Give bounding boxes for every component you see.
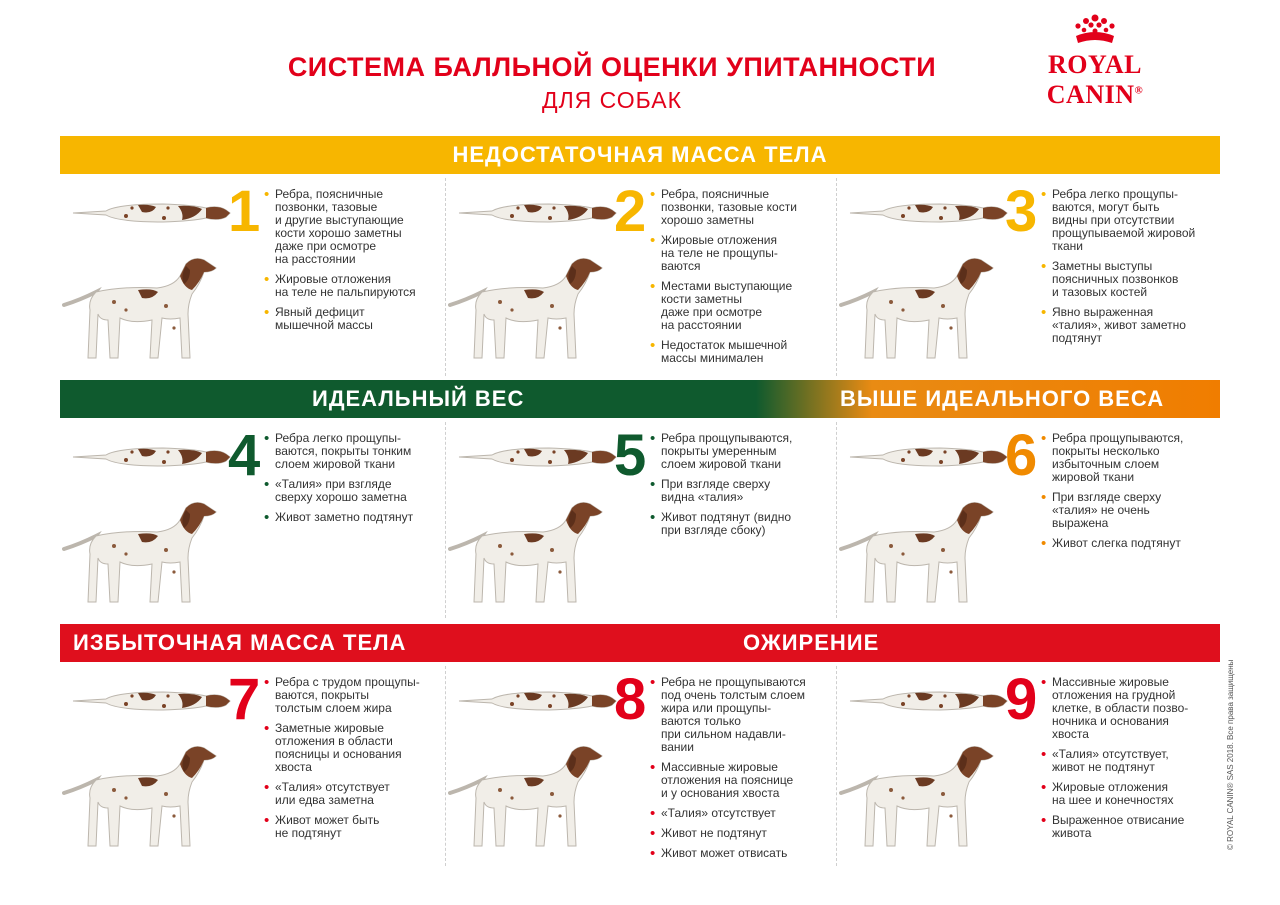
score-bullets — [1040, 676, 1220, 847]
score-bullets — [649, 676, 829, 867]
bullet: • «Талия» при взгляде сверху хорошо заметна — [263, 478, 443, 504]
score-card-1 — [60, 178, 445, 376]
page-subtitle: ДЛЯ СОБАК — [542, 87, 682, 113]
page-title: СИСТЕМА БАЛЛЬНОЙ ОЦЕНКИ УПИТАННОСТИ — [287, 52, 937, 82]
score-card-3 — [836, 178, 1221, 376]
dog-side-view-image — [62, 502, 222, 606]
bullet: • Жировые отложения на шее и конечностях — [1040, 781, 1220, 807]
bullet: • При взгляде сверху «талия» не очень выражена — [1040, 491, 1220, 530]
score-card-6 — [836, 422, 1221, 618]
band-overweight: ИЗБЫТОЧНАЯ МАССА ТЕЛА — [73, 630, 407, 655]
bullet: • Живот заметно подтянут — [263, 511, 443, 524]
bullet: • «Талия» отсутствует — [649, 807, 829, 820]
band-underweight: НЕДОСТАТОЧНАЯ МАССА ТЕЛА — [60, 136, 1220, 174]
dog-side-view-image — [448, 258, 608, 362]
score-bullets — [263, 432, 443, 531]
band-ideal: ИДЕАЛЬНЫЙ ВЕС — [312, 386, 525, 411]
bullet: • Жировые отложения на теле не пальпируются — [263, 273, 443, 299]
bullet: • Выраженное отвисание живота — [1040, 814, 1220, 840]
band-ideal-above — [60, 380, 1220, 418]
dog-top-view-image — [68, 196, 233, 230]
score-bullets — [1040, 188, 1220, 352]
bullet: • Местами выступающие кости заметны даже при осмотре на расстоянии — [649, 280, 829, 332]
bullet: • Ребра, поясничные позвонки, тазовые кости хорошо заметны — [649, 188, 829, 227]
dog-top-view-image — [68, 440, 233, 474]
bullet: • Массивные жировые отложения на грудной клетке, в области позво- ночника и основания хвоста — [1040, 676, 1220, 741]
bullet: • Ребра легко прощупы- ваются, могут быть видны при отсутствии прощупываемой жировой ткани — [1040, 188, 1220, 253]
bullet: • «Талия» отсутствует или едва заметна — [263, 781, 443, 807]
score-card-4 — [60, 422, 445, 618]
bullet: • Заметные жировые отложения в области поясницы и основания хвоста — [263, 722, 443, 774]
dog-side-view-image — [839, 746, 999, 850]
score-number: 2 — [614, 179, 647, 244]
brand-mark: ® — [1134, 84, 1144, 97]
score-number: 8 — [614, 667, 647, 732]
dog-top-view-image — [845, 196, 1010, 230]
score-card-5 — [445, 422, 837, 618]
dog-side-view-image — [62, 258, 222, 362]
score-bullets — [1040, 432, 1220, 557]
bullet: • Массивные жировые отложения на пояснице и у основания хвоста — [649, 761, 829, 800]
band-above-ideal: ВЫШЕ ИДЕАЛЬНОГО ВЕСА — [840, 386, 1165, 411]
bullet: • Ребра, поясничные позвонки, тазовые и другие выступающие кости хорошо заметны даже при осмотре на расстоянии — [263, 188, 443, 266]
bullet: • Живот может отвисать — [649, 847, 829, 860]
bullet: • Ребра не прощупываются под очень толстым слоем жира или прощупы- ваются только при сильном надавли- вании — [649, 676, 829, 754]
band-overweight-obesity — [60, 624, 1220, 662]
bullet: • Живот не подтянут — [649, 827, 829, 840]
dog-top-view-image — [68, 684, 233, 718]
score-number: 9 — [1005, 667, 1038, 732]
bullet: • Живот может быть не подтянут — [263, 814, 443, 840]
bullet: • Заметны выступы поясничных позвонков и тазовых костей — [1040, 260, 1220, 299]
dog-top-view-image — [845, 684, 1010, 718]
bullet: • Недостаток мышечной массы минимален — [649, 339, 829, 365]
bullet: • Ребра легко прощупы- ваются, покрыты тонким слоем жировой ткани — [263, 432, 443, 471]
score-card-8 — [445, 666, 837, 866]
bullet: • Явно выраженная «талия», живот заметно подтянут — [1040, 306, 1220, 345]
dog-top-view-image — [845, 440, 1010, 474]
crown-icon — [1060, 12, 1130, 48]
dog-side-view-image — [62, 746, 222, 850]
dog-side-view-image — [448, 746, 608, 850]
score-card-2 — [445, 178, 837, 376]
bullet: • «Талия» отсутствует, живот не подтянут — [1040, 748, 1220, 774]
score-bullets — [649, 188, 829, 372]
dog-top-view-image — [454, 196, 619, 230]
bullet: • При взгляде сверху видна «талия» — [649, 478, 829, 504]
row-underweight — [60, 178, 1220, 376]
dog-side-view-image — [839, 502, 999, 606]
bullet: • Ребра прощупываются, покрыты умеренным слоем жировой ткани — [649, 432, 829, 471]
score-bullets — [263, 676, 443, 847]
score-card-7 — [60, 666, 445, 866]
score-number: 6 — [1005, 423, 1038, 488]
copyright-notice: © ROYAL CANIN® SAS 2018. Все права защищены — [1226, 659, 1235, 850]
score-number: 4 — [228, 423, 261, 488]
score-number: 7 — [228, 667, 261, 732]
bullet: • Явный дефицит мышечной массы — [263, 306, 443, 332]
bullet: • Живот слегка подтянут — [1040, 537, 1220, 550]
dog-side-view-image — [839, 258, 999, 362]
score-number: 3 — [1005, 179, 1038, 244]
dog-side-view-image — [448, 502, 608, 606]
row-ideal — [60, 422, 1220, 618]
score-number: 5 — [614, 423, 647, 488]
score-bullets — [263, 188, 443, 339]
dog-top-view-image — [454, 684, 619, 718]
band-obesity: ОЖИРЕНИЕ — [743, 630, 880, 655]
score-card-9 — [836, 666, 1221, 866]
bullet: • Ребра с трудом прощупы- ваются, покрыты толстым слоем жира — [263, 676, 443, 715]
score-number: 1 — [228, 179, 261, 244]
bullet: • Живот подтянут (видно при взгляде сбоку) — [649, 511, 829, 537]
brand-name: ROYAL CANIN — [1046, 50, 1142, 109]
bullet: • Жировые отложения на теле не прощупы- ваются — [649, 234, 829, 273]
score-bullets — [649, 432, 829, 544]
bullet: • Ребра прощупываются, покрыты несколько избыточным слоем жировой ткани — [1040, 432, 1220, 484]
royal-canin-logo — [1000, 12, 1190, 109]
dog-top-view-image — [454, 440, 619, 474]
row-overweight — [60, 666, 1220, 866]
